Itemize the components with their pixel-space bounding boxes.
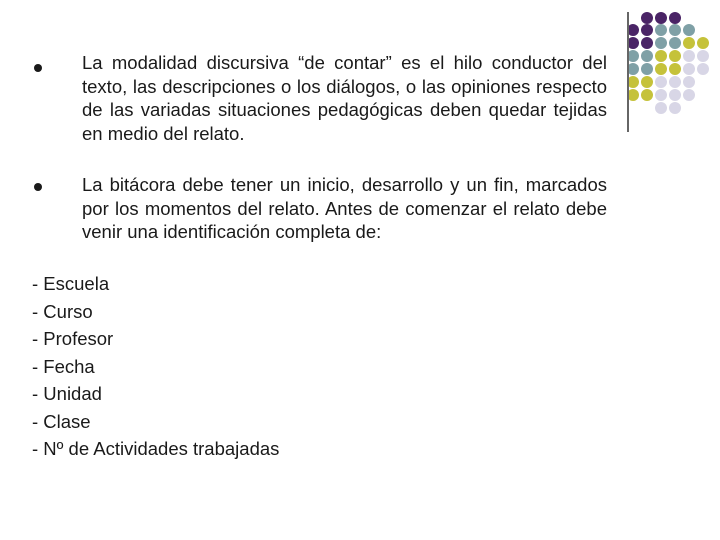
- bullet-paragraph-2: La bitácora debe tener un inicio, desarrollo y un fin, marcados por los momentos del relato. Antes de comenzar el relato debe venir una identificación completa de:: [82, 174, 607, 242]
- decorative-dot: [655, 37, 667, 49]
- decorative-dot: [655, 24, 667, 36]
- identification-item: - Escuela: [32, 273, 110, 294]
- decorative-dot: [669, 102, 681, 114]
- identification-item: - Fecha: [32, 355, 95, 377]
- identification-item: - Nº de Actividades trabajadas: [32, 438, 280, 459]
- decorative-dot: [669, 63, 681, 75]
- decorative-dot: [683, 89, 695, 101]
- identification-item: - Curso: [32, 300, 93, 322]
- decorative-dot: [627, 37, 639, 49]
- decorative-dot: [641, 63, 653, 75]
- decorative-dot: [641, 89, 653, 101]
- bullet-icon: [34, 183, 42, 191]
- decorative-dot: [655, 102, 667, 114]
- decorative-dot: [683, 24, 695, 36]
- decorative-dot: [641, 50, 653, 62]
- decorative-dot: [669, 76, 681, 88]
- decorative-dot: [697, 37, 709, 49]
- decorative-dot: [683, 63, 695, 75]
- decorative-dot: [627, 76, 639, 88]
- decorative-dot: [669, 37, 681, 49]
- decorative-dot: [669, 50, 681, 62]
- decorative-dot: [641, 37, 653, 49]
- decorative-dot: [697, 50, 709, 62]
- decorative-dot: [627, 50, 639, 62]
- identification-item: - Unidad: [32, 383, 102, 404]
- decorative-dot: [697, 63, 709, 75]
- identification-item: - Profesor: [32, 328, 114, 349]
- decorative-dot: [669, 89, 681, 101]
- decorative-dot: [655, 50, 667, 62]
- decorative-dot: [669, 24, 681, 36]
- decorative-dot: [641, 24, 653, 36]
- decorative-dot: [683, 37, 695, 49]
- identification-item: - Clase: [32, 410, 91, 432]
- decorative-dot: [655, 12, 667, 24]
- decorative-dot: [669, 12, 681, 24]
- decorative-dot: [683, 76, 695, 88]
- decorative-dot: [641, 12, 653, 24]
- decorative-dot: [627, 89, 639, 101]
- decorative-dot: [683, 50, 695, 62]
- decorative-dot: [655, 89, 667, 101]
- decorative-dot: [641, 76, 653, 88]
- bullet-paragraph-1: La modalidad discursiva “de contar” es el hilo conductor del texto, las descripciones o los diálogos, o las opiniones respecto de las variadas situaciones pedagógicas deben quedar tejidas en medio del relato.: [82, 52, 607, 144]
- bullet-icon: [34, 64, 42, 72]
- decorative-vertical-line: [627, 12, 629, 132]
- identification-list: [32, 270, 279, 463]
- decorative-dot: [627, 24, 639, 36]
- decorative-dot: [655, 76, 667, 88]
- decorative-dot: [627, 63, 639, 75]
- decorative-dot: [655, 63, 667, 75]
